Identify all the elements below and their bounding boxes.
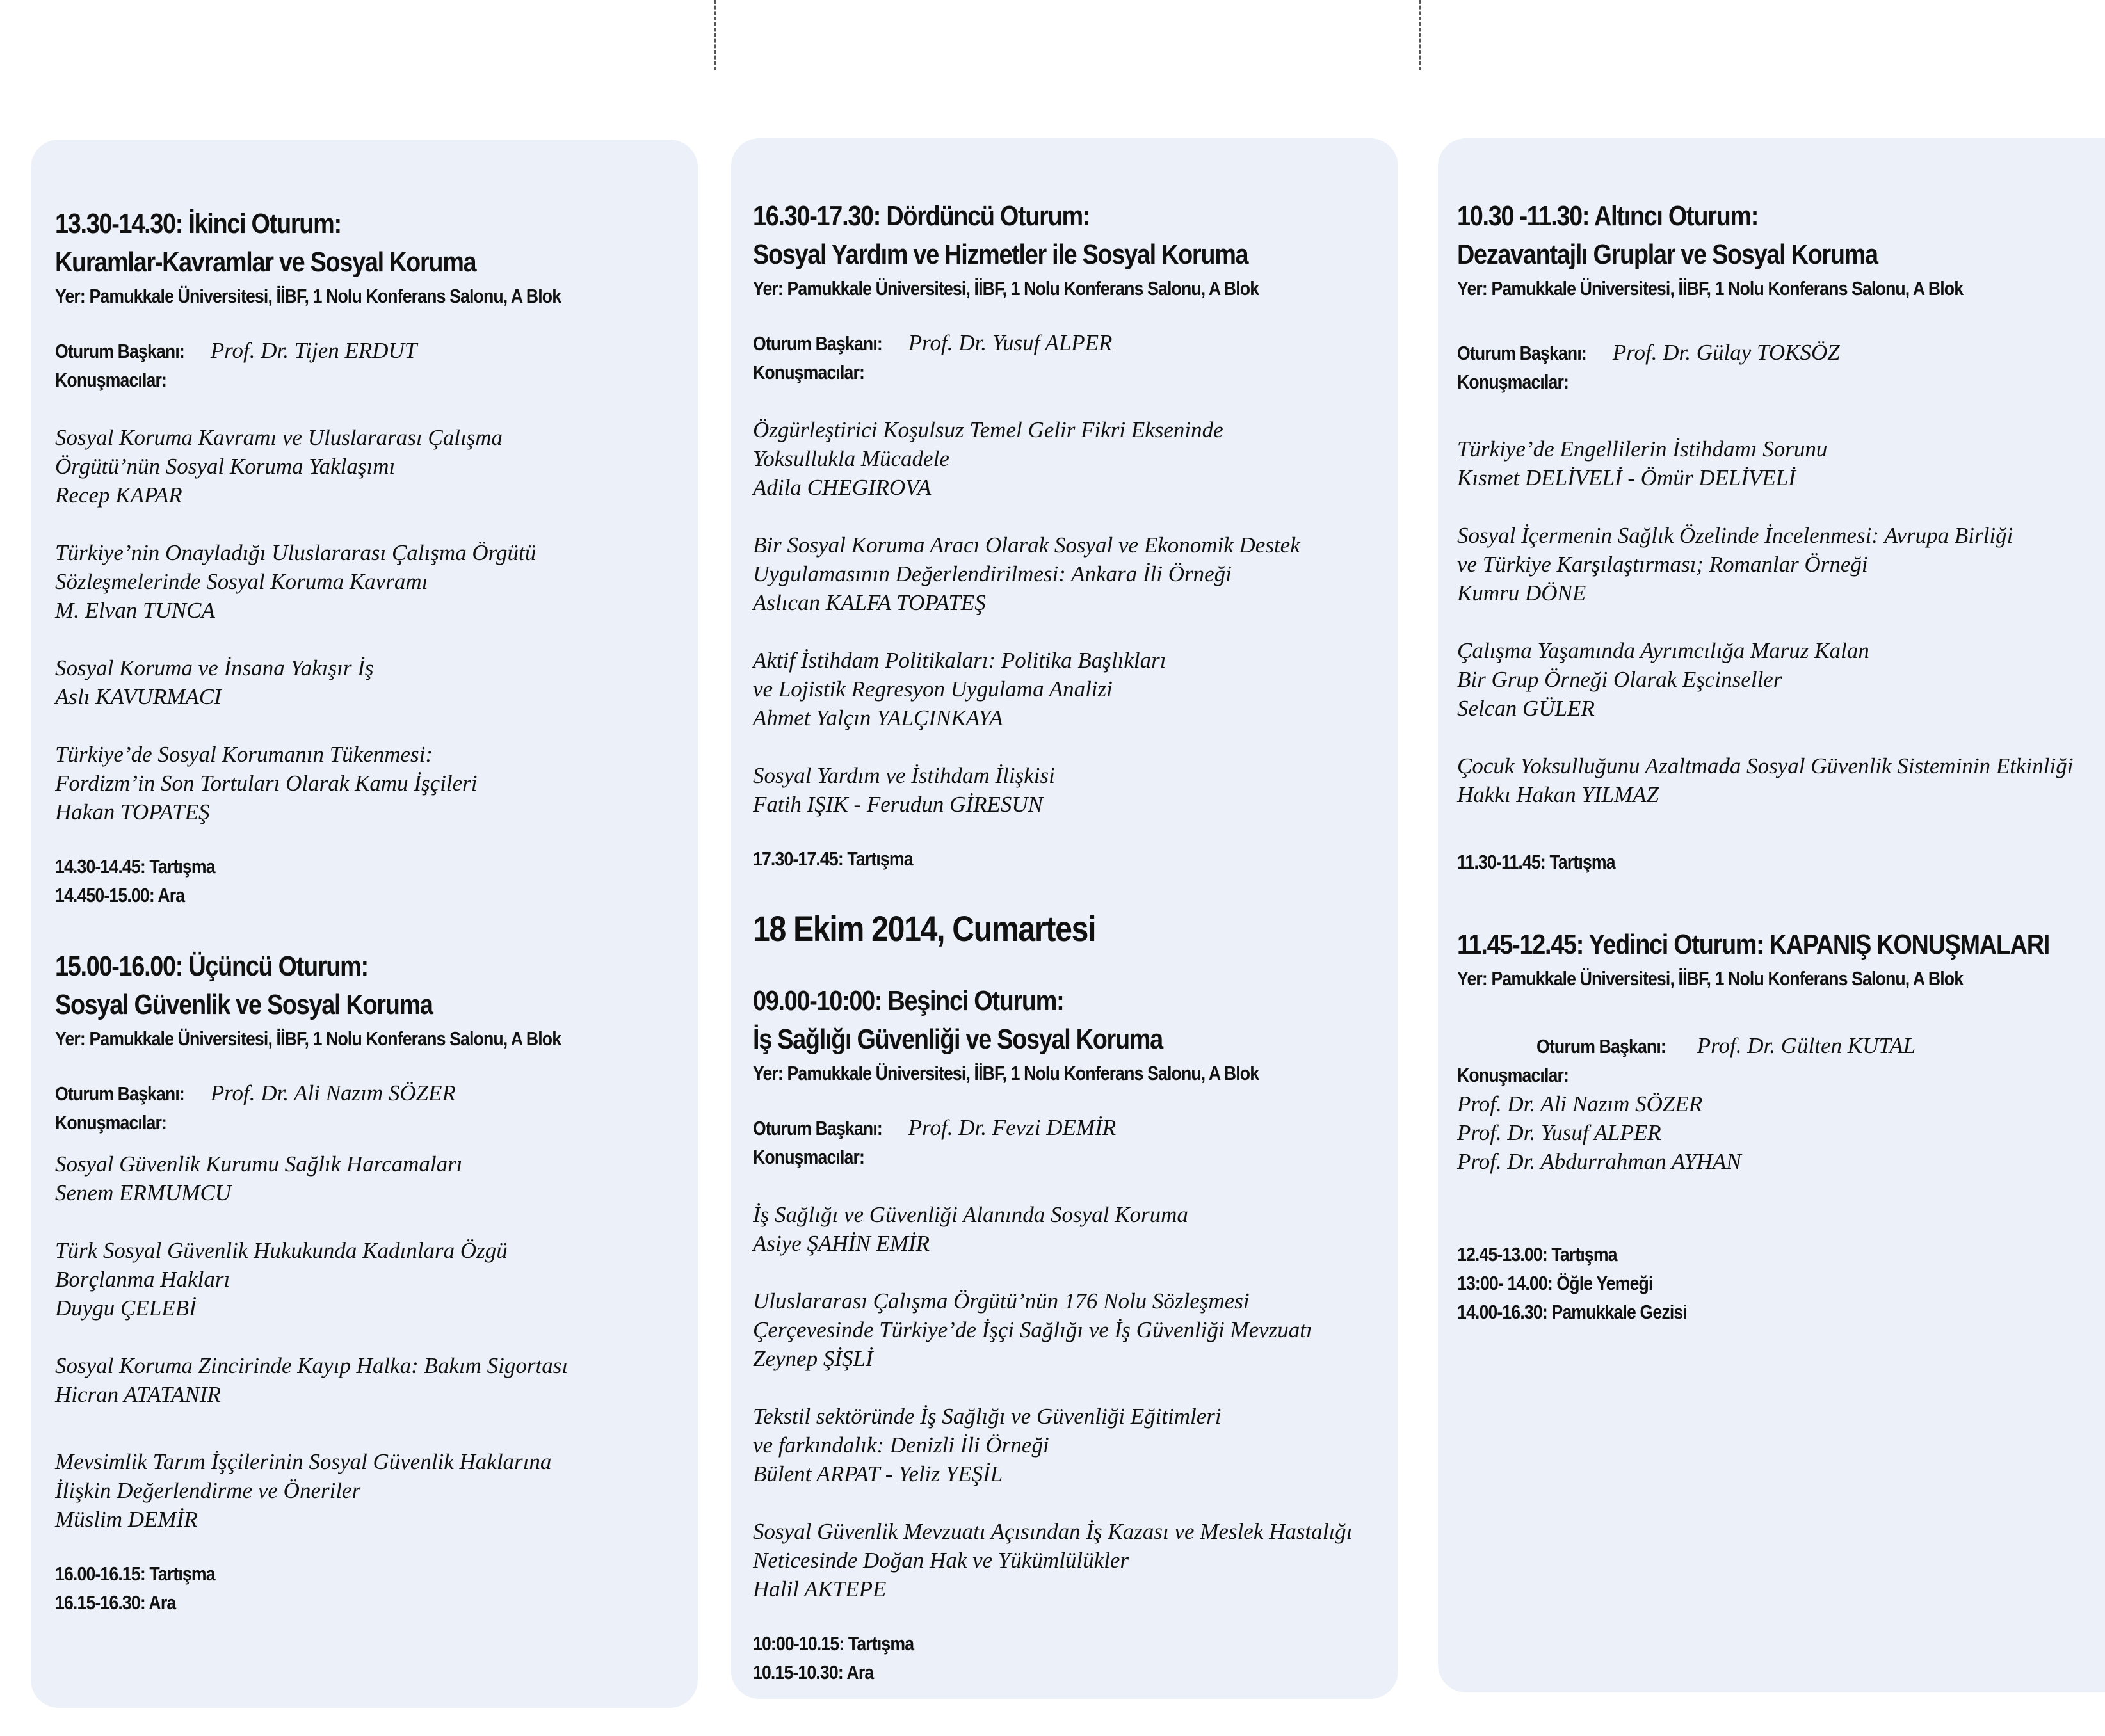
session-5 — [753, 982, 1398, 1687]
paper — [1457, 636, 2105, 723]
chair-name: Prof. Dr. Yusuf ALPER — [908, 330, 1113, 355]
speaker-name: Prof. Dr. Ali Nazım SÖZER — [1457, 1091, 1703, 1116]
paper-title: Tekstil sektöründe İş Sağlığı ve Güvenliği Eğitimleri — [753, 1404, 1222, 1429]
panel-column-3 — [1438, 138, 2105, 1692]
paper-title: Türkiye’de Engellilerin İstihdamı Sorunu — [1457, 437, 1828, 462]
paper-author: Selcan GÜLER — [1457, 696, 1595, 721]
paper-author: Bülent ARPAT - Yeliz YEŞİL — [753, 1461, 1003, 1486]
speakers-label: Konuşmacılar: — [753, 1146, 865, 1168]
speakers-label: Konuşmacılar: — [55, 1111, 167, 1134]
paper-title: Sosyal Koruma Kavramı ve Uluslararası Çalışma — [55, 425, 503, 450]
paper-title: Uygulamasının Değerlendirilmesi: Ankara İli Örneği — [753, 561, 1232, 586]
session-5-title-topic: İş Sağlığı Güvenliği ve Sosyal Koruma — [753, 1024, 1163, 1055]
session-3-venue: Yer: Pamukkale Üniversitesi, İİBF, 1 Nolu Konferans Salonu, A Blok — [55, 1027, 561, 1050]
session-6-title-time: 10.30 -11.30: Altıncı Oturum: — [1457, 200, 1759, 232]
paper-author: Adila CHEGIROVA — [753, 475, 932, 500]
speakers-label: Konuşmacılar: — [1457, 1064, 1569, 1086]
session-7-chair — [1457, 1031, 2105, 1061]
paper-author: Recep KAPAR — [55, 483, 182, 508]
break-time: 14.450-15.00: Ara — [55, 884, 185, 906]
speakers-label: Konuşmacılar: — [753, 361, 865, 383]
chair-label: Oturum Başkanı: — [55, 1082, 184, 1105]
session-3 — [55, 947, 698, 1617]
paper-author: Zeynep ŞİŞLİ — [753, 1346, 873, 1371]
panel-column-1 — [31, 140, 698, 1708]
session-5-title-time: 09.00-10:00: Beşinci Oturum: — [753, 985, 1064, 1017]
paper-title: Çerçevesinde Türkiye’de İşçi Sağlığı ve İş Güvenliği Mevzuatı — [753, 1317, 1312, 1342]
paper-author: M. Elvan TUNCA — [55, 598, 215, 623]
paper-title: Çalışma Yaşamında Ayrımcılığa Maruz Kalan — [1457, 638, 1869, 663]
chair-label: Oturum Başkanı: — [753, 1117, 882, 1139]
paper-author: Hakan TOPATEŞ — [55, 800, 210, 824]
break-time: 16.15-16.30: Ara — [55, 1591, 176, 1614]
chair-name: Prof. Dr. Gülay TOKSÖZ — [1612, 340, 1840, 365]
chair-name: Prof. Dr. Tijen ERDUT — [210, 338, 417, 363]
paper-author: Halil AKTEPE — [753, 1577, 887, 1602]
paper — [1457, 751, 2105, 809]
session-5-venue: Yer: Pamukkale Üniversitesi, İİBF, 1 Nolu Konferans Salonu, A Blok — [753, 1062, 1259, 1084]
paper-author: Ahmet Yalçın YALÇINKAYA — [753, 705, 1003, 730]
paper — [55, 1150, 698, 1207]
paper-author: Asiye ŞAHİN EMİR — [753, 1231, 930, 1256]
discussion-time: 14.30-14.45: Tartışma — [55, 855, 215, 878]
chair-label: Oturum Başkanı: — [1457, 342, 1586, 364]
paper-author: Aslıcan KALFA TOPATEŞ — [753, 590, 986, 615]
chair-label: Oturum Başkanı: — [1536, 1035, 1666, 1057]
session-4-title-topic: Sosyal Yardım ve Hizmetler ile Sosyal Koruma — [753, 239, 1248, 270]
paper-title: Bir Grup Örneği Olarak Eşcinseller — [1457, 667, 1782, 692]
paper-author: Duygu ÇELEBİ — [55, 1296, 197, 1321]
session-5-chair — [753, 1113, 1398, 1143]
session-2-title-topic: Kuramlar-Kavramlar ve Sosyal Koruma — [55, 246, 476, 278]
panel-column-2 — [731, 138, 1398, 1699]
closing-speakers — [1457, 1089, 2105, 1176]
session-2-chair — [55, 336, 698, 366]
session-4 — [753, 197, 1398, 873]
session-6 — [1457, 197, 2105, 876]
paper — [753, 646, 1398, 732]
session-3-title-topic: Sosyal Güvenlik ve Sosyal Koruma — [55, 989, 433, 1020]
paper — [55, 740, 698, 826]
session-6-venue: Yer: Pamukkale Üniversitesi, İİBF, 1 Nolu Konferans Salonu, A Blok — [1457, 277, 1964, 300]
paper-title: İş Sağlığı ve Güvenliği Alanında Sosyal Koruma — [753, 1202, 1188, 1227]
session-6-title-topic: Dezavantajlı Gruplar ve Sosyal Koruma — [1457, 239, 1878, 270]
paper — [55, 1236, 698, 1322]
session-7-title: 11.45-12.45: Yedinci Oturum: KAPANIŞ KONUŞMALARI — [1457, 929, 2049, 960]
paper-author: Kumru DÖNE — [1457, 581, 1586, 606]
fold-mark-left — [714, 0, 716, 70]
paper-title: Yoksullukla Mücadele — [753, 446, 949, 471]
paper — [55, 1351, 698, 1409]
paper-title: Türkiye’nin Onayladığı Uluslararası Çalışma Örgütü — [55, 540, 536, 565]
paper — [1457, 521, 2105, 607]
paper — [55, 654, 698, 711]
discussion-time: 16.00-16.15: Tartışma — [55, 1563, 215, 1585]
paper-title: Sosyal İçermenin Sağlık Özelinde İncelenmesi: Avrupa Birliği — [1457, 523, 2013, 548]
paper-title: Sosyal Yardım ve İstihdam İlişkisi — [753, 763, 1055, 788]
discussion-time: 10:00-10.15: Tartışma — [753, 1632, 914, 1655]
chair-name: Prof. Dr. Ali Nazım SÖZER — [210, 1081, 456, 1105]
lunch-time: 13:00- 14.00: Öğle Yemeği — [1457, 1272, 1653, 1294]
discussion-time: 12.45-13.00: Tartışma — [1457, 1243, 1617, 1266]
session-4-venue: Yer: Pamukkale Üniversitesi, İİBF, 1 Nolu Konferans Salonu, A Blok — [753, 277, 1259, 300]
paper-title: Sosyal Güvenlik Kurumu Sağlık Harcamaları — [55, 1152, 463, 1177]
paper-title: ve farkındalık: Denizli İli Örneği — [753, 1433, 1049, 1458]
paper — [55, 538, 698, 625]
paper — [753, 761, 1398, 819]
discussion-time: 17.30-17.45: Tartışma — [753, 848, 913, 870]
paper — [753, 1200, 1398, 1258]
fold-mark-right — [1419, 0, 1421, 70]
speakers-label: Konuşmacılar: — [1457, 371, 1569, 393]
session-3-chair — [55, 1079, 698, 1108]
paper — [753, 531, 1398, 617]
paper-title: Sözleşmelerinde Sosyal Koruma Kavramı — [55, 569, 428, 594]
session-3-title-time: 15.00-16.00: Üçüncü Oturum: — [55, 951, 368, 982]
paper-author: Hicran ATATANIR — [55, 1382, 221, 1407]
session-2-venue: Yer: Pamukkale Üniversitesi, İİBF, 1 Nolu Konferans Salonu, A Blok — [55, 285, 561, 307]
paper-title: Özgürleştirici Koşulsuz Temel Gelir Fikri Ekseninde — [753, 417, 1223, 442]
paper-author: Hakkı Hakan YILMAZ — [1457, 782, 1659, 807]
discussion-time: 11.30-11.45: Tartışma — [1457, 851, 1615, 873]
paper-title: Mevsimlik Tarım İşçilerinin Sosyal Güvenlik Haklarına — [55, 1449, 552, 1474]
speaker-name: Prof. Dr. Yusuf ALPER — [1457, 1120, 1661, 1145]
paper — [753, 1517, 1398, 1603]
speaker-name: Prof. Dr. Abdurrahman AYHAN — [1457, 1149, 1741, 1174]
paper-title: ve Türkiye Karşılaştırması; Romanlar Örneği — [1457, 552, 1868, 577]
paper — [753, 415, 1398, 502]
paper-title: Uluslararası Çalışma Örgütü’nün 176 Nolu Sözleşmesi — [753, 1289, 1250, 1314]
session-4-chair — [753, 328, 1398, 358]
paper-title: Örgütü’nün Sosyal Koruma Yaklaşımı — [55, 454, 396, 479]
excursion-time: 14.00-16.30: Pamukkale Gezisi — [1457, 1301, 1687, 1323]
paper-title: Borçlanma Hakları — [55, 1267, 230, 1292]
paper-title: Sosyal Güvenlik Mevzuatı Açısından İş Kazası ve Meslek Hastalığı — [753, 1519, 1353, 1544]
paper — [753, 1402, 1398, 1488]
paper-author: Fatih IŞIK - Ferudun GİRESUN — [753, 792, 1043, 817]
paper-title: İlişkin Değerlendirme ve Öneriler — [55, 1478, 361, 1503]
paper — [1457, 435, 2105, 492]
session-4-title-time: 16.30-17.30: Dördüncü Oturum: — [753, 200, 1090, 232]
session-7-venue: Yer: Pamukkale Üniversitesi, İİBF, 1 Nolu Konferans Salonu, A Blok — [1457, 967, 1964, 990]
paper-author: Senem ERMUMCU — [55, 1180, 232, 1205]
chair-label: Oturum Başkanı: — [55, 340, 184, 362]
chair-name: Prof. Dr. Fevzi DEMİR — [908, 1115, 1117, 1140]
paper — [55, 1447, 698, 1534]
date-heading: 18 Ekim 2014, Cumartesi — [753, 908, 1096, 949]
break-time: 10.15-10.30: Ara — [753, 1661, 874, 1684]
paper-author: Aslı KAVURMACI — [55, 684, 222, 709]
session-2-title-time: 13.30-14.30: İkinci Oturum: — [55, 208, 341, 239]
paper-author: Kısmet DELİVELİ - Ömür DELİVELİ — [1457, 465, 1796, 490]
chair-name: Prof. Dr. Gülten KUTAL — [1697, 1033, 1916, 1058]
paper-title: Türkiye’de Sosyal Korumanın Tükenmesi: — [55, 742, 433, 767]
paper-title: Sosyal Koruma Zincirinde Kayıp Halka: Bakım Sigortası — [55, 1353, 569, 1378]
paper-author: Müslim DEMİR — [55, 1507, 198, 1532]
speakers-label: Konuşmacılar: — [55, 369, 167, 391]
session-7 — [1457, 926, 2105, 1326]
paper-title: Fordizm’in Son Tortuları Olarak Kamu İşçileri — [55, 771, 478, 796]
paper-title: Bir Sosyal Koruma Aracı Olarak Sosyal ve Ekonomik Destek — [753, 533, 1300, 558]
paper — [753, 1287, 1398, 1373]
session-2 — [55, 205, 698, 910]
chair-label: Oturum Başkanı: — [753, 332, 882, 355]
session-6-chair — [1457, 338, 2105, 367]
paper-title: ve Lojistik Regresyon Uygulama Analizi — [753, 677, 1113, 702]
paper-title: Neticesinde Doğan Hak ve Yükümlülükler — [753, 1548, 1129, 1573]
paper-title: Çocuk Yoksulluğunu Azaltmada Sosyal Güvenlik Sisteminin Etkinliği — [1457, 753, 2074, 778]
paper-title: Aktif İstihdam Politikaları: Politika Başlıkları — [753, 648, 1166, 673]
paper-title: Sosyal Koruma ve İnsana Yakışır İş — [55, 655, 374, 680]
paper-title: Türk Sosyal Güvenlik Hukukunda Kadınlara Özgü — [55, 1238, 508, 1263]
paper — [55, 423, 698, 510]
